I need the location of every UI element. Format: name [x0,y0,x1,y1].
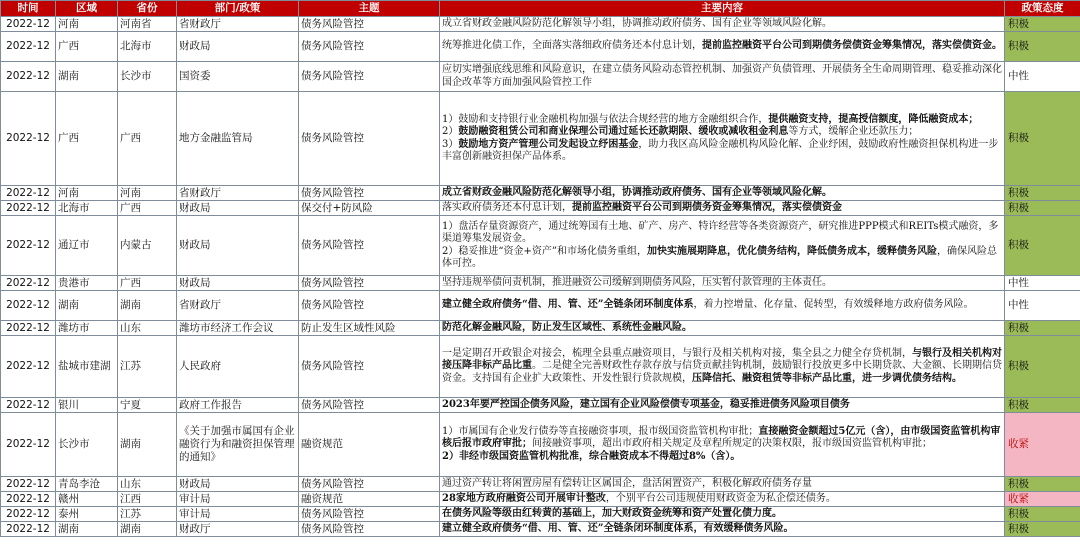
cell-time: 2022-12 [1,507,56,522]
cell-attitude: 积极 [1005,321,1080,336]
content-paragraph [442,139,1002,164]
cell-region: 广西 [56,32,118,62]
cell-region: 青岛李沧 [56,477,118,492]
table-row [1,507,1080,522]
content-bold-text: 鼓励融资租赁公司和商业保理公司通过延长还款期限、缓收或减收租金利息 [458,126,789,138]
content-text: 。二是健全完善财政性存款存放与信贷贡献挂钩机制，鼓励银行投放更多中长期贷款、大金额、长期期信贷资金。支持国有企业扩大政策性、开发性银行贷款规模， [442,360,1002,384]
cell-theme: 债务风险管控 [299,62,440,92]
cell-content [440,32,1005,62]
cell-attitude: 中性 [1005,276,1080,291]
content-text: 坚持违规举债问责机制，推进融资公司缓解到期债务风险，压实暂付款管理的主体责任。 [442,276,832,288]
content-bold-text: 防范化解金融风险，防止发生区域性、系统性金融风险。 [442,321,692,333]
cell-province: 广西 [118,201,177,216]
cell-region: 河南 [56,17,118,32]
cell-theme: 债务风险管控 [299,32,440,62]
table-row [1,201,1080,216]
content-paragraph [442,493,1002,505]
content-paragraph [442,202,1002,214]
content-bold-text: 建立健全政府债务“借、用、管、还”全链条闭环制度体系 [442,299,694,311]
content-paragraph [442,508,1002,520]
cell-attitude: 积极 [1005,216,1080,276]
cell-time: 2022-12 [1,92,56,186]
content-text: ，个别平台公司违规使用财政资金为私企偿还债务。 [605,492,836,504]
content-paragraph [442,246,1002,271]
header-province: 省份 [118,1,177,17]
table-row [1,413,1080,477]
cell-theme: 债务风险管控 [299,216,440,276]
content-bold-text: 提前监控融资平台公司到期债务资金筹集情况，落实偿债资金 [572,201,842,213]
table-row [1,321,1080,336]
cell-theme: 债务风险管控 [299,276,440,291]
content-text: 1）鼓励和支持银行业金融机构加强与依法合规经营的地方金融组织合作， [442,113,769,125]
header-content: 主要内容 [440,1,1005,17]
cell-time: 2022-12 [1,32,56,62]
cell-time: 2022-12 [1,17,56,32]
cell-province: 湖南 [118,291,177,321]
cell-department: 财政厅 [177,522,299,537]
table-row [1,62,1080,92]
cell-content [440,201,1005,216]
cell-theme: 防止发生区域性风险 [299,321,440,336]
cell-content [440,62,1005,92]
content-text: 落实政府债务还本付息计划， [442,201,572,213]
cell-province: 湖南 [118,522,177,537]
cell-department: 审计局 [177,492,299,507]
cell-province: 河南 [118,186,177,201]
cell-content [440,321,1005,336]
content-text: 应切实增强底线思维和风险意识，在建立债务风险动态管控机制、加强资产负债管理、开展债务全生命周期管理、稳妥推动深化国企改革等方面加强风险管控工作 [442,64,1002,88]
cell-department: 省财政厅 [177,291,299,321]
cell-attitude: 积极 [1005,201,1080,216]
cell-province: 广西 [118,92,177,186]
cell-region: 长沙市 [56,413,118,477]
content-paragraph [442,426,1002,451]
content-bold-text: 建立健全政府债务“借、用、管、还”全链条闭环制度体系，有效缓释债务风险。 [442,522,794,534]
cell-theme: 债务风险管控 [299,291,440,321]
cell-province: 广西 [118,276,177,291]
content-text: 一是定期召开政银企对接会，梳理全县重点融资项目，与银行及相关机构对接，集全县之力健全存贷机制， [442,348,912,360]
cell-region: 北海市 [56,201,118,216]
cell-content [440,92,1005,186]
cell-region: 银川 [56,398,118,413]
cell-department: 潍坊市经济工作会议 [177,321,299,336]
content-paragraph [442,348,1002,385]
header-theme: 主题 [299,1,440,17]
cell-content [440,477,1005,492]
cell-province: 宁夏 [118,398,177,413]
content-bold-text: 在债务风险等级由红转黄的基础上，加大财政资金统筹和资产处置化债力度。 [442,507,782,519]
header-department: 部门/政策 [177,1,299,17]
content-paragraph [442,64,1002,89]
content-text: 间接融资事项，超出市政府相关规定及章程所规定的决策权限，报市级国资监管机构审批； [532,438,932,450]
content-bold-text: 提前监控融资平台公司到期债务偿债资金筹集情况，落实偿债资金。 [702,40,1002,52]
cell-attitude: 积极 [1005,336,1080,398]
cell-time: 2022-12 [1,201,56,216]
cell-content [440,186,1005,201]
cell-province: 内蒙古 [118,216,177,276]
cell-time: 2022-12 [1,321,56,336]
cell-department: 地方金融监管局 [177,92,299,186]
content-paragraph [442,126,1002,138]
cell-attitude: 收紧 [1005,413,1080,477]
cell-province: 江西 [118,492,177,507]
cell-department: 财政局 [177,216,299,276]
cell-time: 2022-12 [1,291,56,321]
cell-region: 泰州 [56,507,118,522]
cell-theme: 债务风险管控 [299,507,440,522]
cell-theme: 保交付+防风险 [299,201,440,216]
cell-content [440,291,1005,321]
cell-department: 国资委 [177,62,299,92]
table-row [1,398,1080,413]
cell-time: 2022-12 [1,477,56,492]
content-bold-text: 鼓励地方资产管理公司发起设立纾困基金 [458,138,639,150]
header-time: 时间 [1,1,56,17]
content-paragraph [442,187,1002,199]
table-row [1,92,1080,186]
cell-time: 2022-12 [1,276,56,291]
content-paragraph [442,18,1002,30]
cell-province: 湖南 [118,413,177,477]
content-paragraph [442,399,1002,411]
cell-content [440,507,1005,522]
content-bold-text: 28家地方政府融资公司开展审计整改 [442,492,606,504]
cell-province: 北海市 [118,32,177,62]
cell-theme: 债务风险管控 [299,477,440,492]
cell-department: 省财政厅 [177,17,299,32]
content-bold-text: 2）非经市级国资监管机构批准，综合融资成本不得超过8%（含）。 [442,450,741,462]
cell-time: 2022-12 [1,413,56,477]
content-bold-text: 加快实施展期降息，优化债务结构，降低债务成本，缓释债务风险 [646,245,937,257]
cell-region: 通辽市 [56,216,118,276]
cell-region: 湖南 [56,62,118,92]
cell-time: 2022-12 [1,522,56,537]
cell-theme: 债务风险管控 [299,336,440,398]
content-paragraph [442,322,1002,334]
content-bold-text: 压降信托、融资租赁等非标产品比重，进一步调优债务结构。 [692,372,962,384]
content-paragraph [442,40,1002,52]
cell-province: 山东 [118,321,177,336]
cell-province: 河南省 [118,17,177,32]
cell-theme: 债务风险管控 [299,186,440,201]
table-row [1,291,1080,321]
cell-province: 山东 [118,477,177,492]
table-row [1,32,1080,62]
content-bold-text: 与银行及相关机构对接压降非标产品比重 [442,348,1002,372]
cell-region: 赣州 [56,492,118,507]
cell-department: 财政局 [177,477,299,492]
content-text: ，助力我区高风险金融机构风险化解、企业纾困，鼓励政府性融资担保机构进一步丰富创新融资担保产品体系。 [442,138,999,162]
content-text: 统筹推进化债工作，全面落实落细政府债务还本付息计划， [442,40,702,52]
content-paragraph [442,114,1002,126]
cell-time: 2022-12 [1,62,56,92]
cell-department: 省财政厅 [177,186,299,201]
cell-department: 人民政府 [177,336,299,398]
cell-department: 审计局 [177,507,299,522]
content-text: 3） [442,138,459,150]
cell-attitude: 积极 [1005,522,1080,537]
cell-time: 2022-12 [1,492,56,507]
content-paragraph [442,523,1002,535]
cell-attitude: 积极 [1005,32,1080,62]
cell-province: 江苏 [118,507,177,522]
cell-province: 江苏 [118,336,177,398]
cell-content [440,276,1005,291]
content-paragraph [442,299,1002,311]
cell-content [440,216,1005,276]
table-row [1,216,1080,276]
cell-time: 2022-12 [1,186,56,201]
table-body [1,17,1080,537]
cell-department: 财政局 [177,276,299,291]
cell-content [440,492,1005,507]
cell-content [440,522,1005,537]
content-text: 2） [442,126,459,138]
cell-department: 财政局 [177,32,299,62]
cell-department: 政府工作报告 [177,398,299,413]
cell-attitude: 积极 [1005,17,1080,32]
cell-attitude: 积极 [1005,507,1080,522]
table-row [1,276,1080,291]
table-row [1,492,1080,507]
cell-department: 《关于加强市属国有企业融资行为和融资担保管理的通知》 [177,413,299,477]
table-row [1,522,1080,537]
cell-time: 2022-12 [1,216,56,276]
cell-content [440,336,1005,398]
table-row [1,477,1080,492]
cell-region: 潍坊市 [56,321,118,336]
cell-region: 广西 [56,92,118,186]
table-row [1,336,1080,398]
cell-region: 盐城市建湖 [56,336,118,398]
header-row [1,1,1080,17]
content-paragraph [442,478,1002,490]
content-bold-text: 提供融资支持，提高授信额度，降低融资成本； [768,113,979,125]
cell-content [440,413,1005,477]
content-bold-text: 直接融资金额超过5亿元（含），由市级国资监管机构审核后报市政府审批； [442,426,1001,450]
content-text: 1）盘活存量资源资产，通过统筹国有土地、矿产、房产、特许经营等各类资源资产，研究推进PPP模式和REITs模式融资，多渠道筹集发展资金。 [442,220,999,245]
content-paragraph [442,221,1002,246]
content-bold-text: 成立省财政金融风险防范化解领导小组，协调推动政府债务、国有企业等领域风险化解。 [442,186,832,198]
content-paragraph [442,277,1002,289]
cell-content [440,398,1005,413]
content-text: 2）稳妥推进“资金+资产”和市场化债务重组， [442,245,647,257]
cell-time: 2022-12 [1,336,56,398]
cell-attitude: 积极 [1005,186,1080,201]
cell-attitude: 中性 [1005,62,1080,92]
cell-theme: 融资规范 [299,492,440,507]
cell-theme: 债务风险管控 [299,17,440,32]
cell-theme: 融资规范 [299,413,440,477]
content-text: 成立省财政金融风险防范化解领导小组，协调推动政府债务、国有企业等领域风险化解。 [442,17,832,29]
content-text: 通过资产转让将闲置房屋有偿转让区属国企，盘活闲置资产，积极化解政府债务存量 [442,477,812,489]
content-text: 等方式，缓解企业还款压力； [788,126,919,138]
cell-region: 贵港市 [56,276,118,291]
cell-attitude: 积极 [1005,477,1080,492]
table-row [1,17,1080,32]
header-attitude: 政策态度 [1005,1,1080,17]
content-text: ，确保风险总体可控。 [442,245,997,269]
cell-theme: 债务风险管控 [299,398,440,413]
cell-attitude: 积极 [1005,398,1080,413]
cell-theme: 债务风险管控 [299,522,440,537]
content-bold-text: 2023年要严控国企债务风险，建立国有企业风险偿债专项基金，稳妥推进债务风险项目债务 [442,398,850,410]
table-row [1,186,1080,201]
cell-attitude: 中性 [1005,291,1080,321]
cell-attitude: 积极 [1005,92,1080,186]
cell-content [440,17,1005,32]
cell-region: 河南 [56,186,118,201]
cell-region: 湖南 [56,522,118,537]
cell-province: 长沙市 [118,62,177,92]
cell-theme: 债务风险管控 [299,92,440,186]
content-paragraph [442,451,1002,463]
cell-department: 财政局 [177,201,299,216]
cell-region: 湖南 [56,291,118,321]
content-text: 1）市属国有企业发行债券等直接融资事项，报市级国资监管机构审批； [442,426,759,438]
header-region: 区域 [56,1,118,17]
content-text: ，着力控增量、化存量、促转型，有效缓释地方政府债务风险。 [693,299,974,311]
cell-attitude: 收紧 [1005,492,1080,507]
cell-time: 2022-12 [1,398,56,413]
